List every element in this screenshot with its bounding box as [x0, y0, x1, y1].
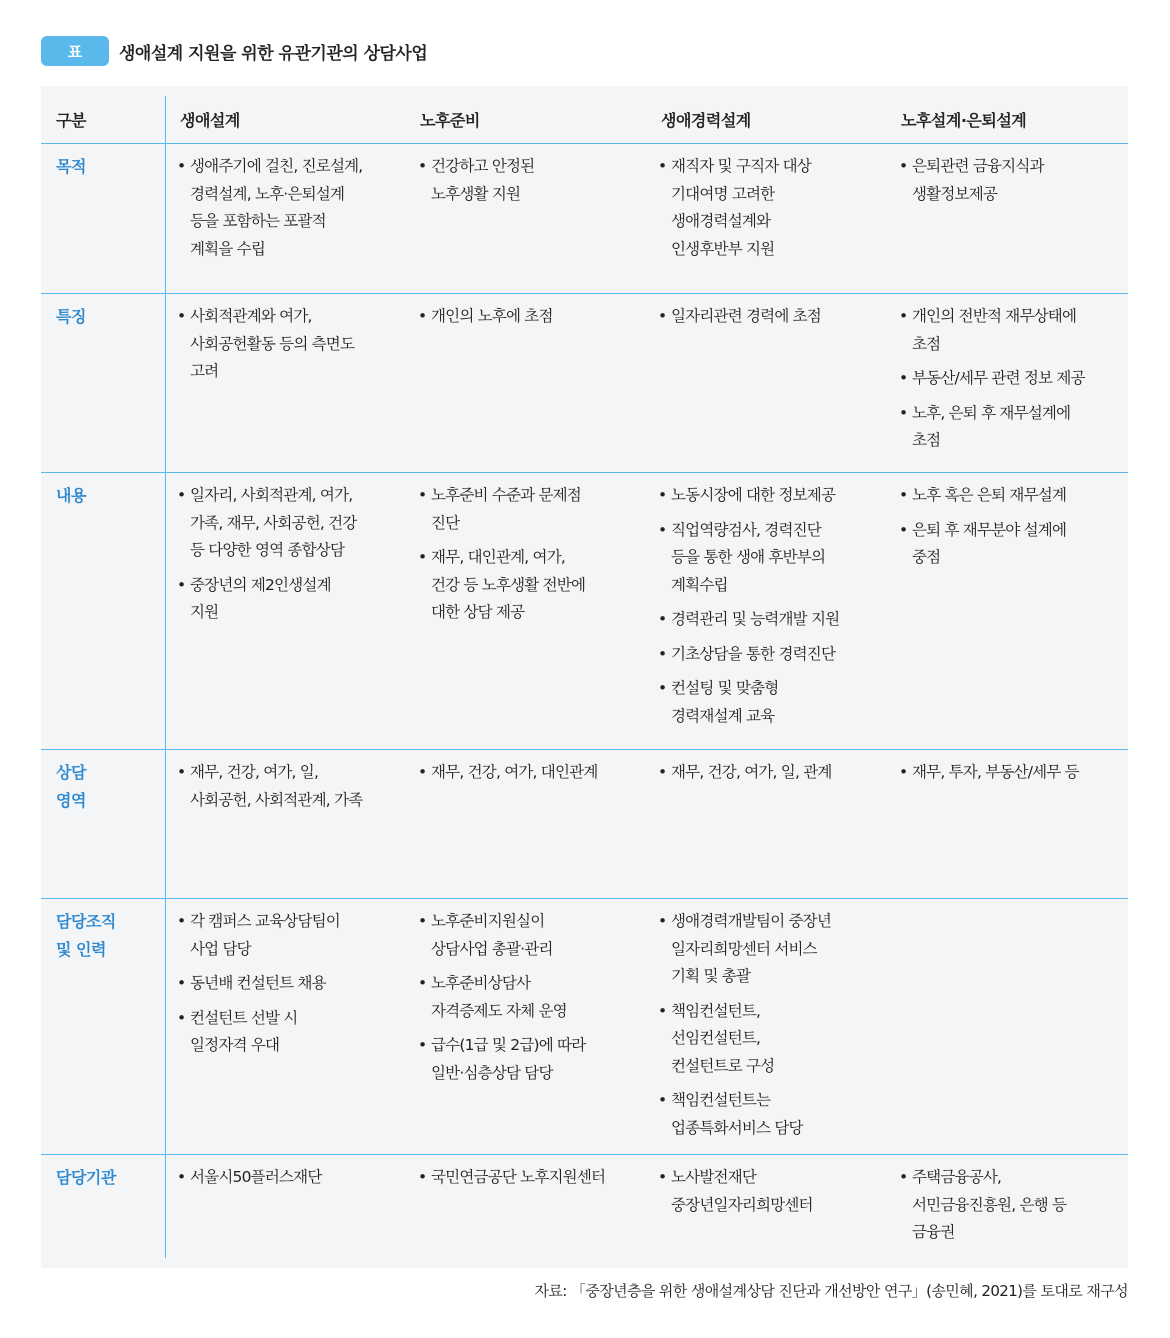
table-header-row: [41, 86, 1128, 144]
bullet-item: • 재무, 대인관계, 여가, 건강 등 노후생활 전반에 대한 상담 제공: [418, 544, 653, 627]
bullet-item: • 재무, 투자, 부동산/세무 등: [899, 759, 1124, 787]
bullet-item: • 국민연금공단 노후지원센터: [418, 1164, 653, 1192]
table-cell: [418, 759, 653, 794]
table-cell: [177, 303, 412, 393]
table-cell: [658, 303, 893, 338]
bullet-item: • 급수(1급 및 2급)에 따라 일반·심층상담 담당: [418, 1032, 653, 1087]
bullet-item: • 일자리관련 경력에 초점: [658, 303, 893, 331]
table-cell: [899, 153, 1124, 215]
table-caption: [41, 36, 427, 66]
table-row: [41, 750, 1128, 899]
bullet-item: • 재무, 건강, 여가, 대인관계: [418, 759, 653, 787]
header-cell-retirement-prep: 노후준비: [420, 111, 480, 130]
table-title: 생애설계 지원을 위한 유관기관의 상담사업: [119, 43, 428, 64]
row-label: 상담 영역: [56, 763, 86, 810]
bullet-item: • 노후준비지원실이 상담사업 총괄·관리: [418, 908, 653, 963]
bullet-item: • 서울시50플러스재단: [177, 1164, 412, 1192]
table-cell: [177, 908, 412, 1067]
table-cell: [177, 482, 412, 634]
bullet-item: • 부동산/세무 관련 정보 제공: [899, 365, 1124, 393]
table-row: [41, 294, 1128, 473]
table-row: [41, 144, 1128, 294]
bullet-item: • 동년배 컨설턴트 채용: [177, 970, 412, 998]
bullet-item: • 기초상담을 통한 경력진단: [658, 641, 893, 669]
table-cell: [899, 482, 1124, 579]
bullet-item: • 재무, 건강, 여가, 일, 사회공헌, 사회적관계, 가족: [177, 759, 412, 814]
bullet-item: • 각 캠퍼스 교육상담팀이 사업 담당: [177, 908, 412, 963]
table-cell: [658, 482, 893, 737]
row-label: 목적: [56, 157, 86, 176]
table-cell: [418, 153, 653, 215]
bullet-item: • 재직자 및 구직자 대상 기대여명 고려한 생애경력설계와 인생후반부 지원: [658, 153, 893, 263]
bullet-item: • 노후준비 수준과 문제점 진단: [418, 482, 653, 537]
table-cell: [658, 908, 893, 1149]
bullet-item: • 주택금융공사, 서민금융진흥원, 은행 등 금융권: [899, 1164, 1124, 1247]
table-cell: [418, 303, 653, 338]
source-note: 자료: 「중장년층을 위한 생애설계상담 진단과 개선방안 연구」(송민혜, 2021)를 토대로 재구성: [534, 1282, 1128, 1300]
header-cell-career-design: 생애경력설계: [661, 111, 751, 130]
bullet-item: • 노후, 은퇴 후 재무설계에 초점: [899, 400, 1124, 455]
bullet-item: • 생애주기에 걸친, 진로설계, 경력설계, 노후·은퇴설계 등을 포함하는 포괄적 계획을 수립: [177, 153, 412, 263]
bullet-item: • 직업역량검사, 경력진단 등을 통한 생애 후반부의 계획수립: [658, 517, 893, 600]
bullet-item: • 노후 혹은 은퇴 재무설계: [899, 482, 1124, 510]
table-row: [41, 1155, 1128, 1268]
bullet-item: • 노사발전재단 중장년일자리희망센터: [658, 1164, 893, 1219]
bullet-item: • 개인의 전반적 재무상태에 초점: [899, 303, 1124, 358]
table-cell: [899, 759, 1124, 794]
bullet-item: • 은퇴 후 재무분야 설계에 중점: [899, 517, 1124, 572]
bullet-item: • 노동시장에 대한 정보제공: [658, 482, 893, 510]
bullet-item: • 일자리, 사회적관계, 여가, 가족, 재무, 사회공헌, 건강 등 다양한 영역 종합상담: [177, 482, 412, 565]
table-cell: [418, 1164, 653, 1199]
table-cell: [658, 153, 893, 270]
row-label: 특징: [56, 307, 86, 326]
table-cell: [177, 1164, 412, 1199]
bullet-item: • 컨설턴트 선발 시 일정자격 우대: [177, 1005, 412, 1060]
table-cell: [658, 1164, 893, 1226]
table-cell: [418, 482, 653, 634]
row-label: 담당조직 및 인력: [56, 912, 116, 959]
header-cell-retirement-finance: 노후설계·은퇴설계: [901, 111, 1027, 130]
table-cell: [899, 1164, 1124, 1254]
bullet-item: • 노후준비상담사 자격증제도 자체 운영: [418, 970, 653, 1025]
bullet-item: • 생애경력개발팀이 중장년 일자리희망센터 서비스 기획 및 총괄: [658, 908, 893, 991]
bullet-item: • 책임컨설턴트, 선임컨설턴트, 컨설턴트로 구성: [658, 998, 893, 1081]
bullet-item: • 경력관리 및 능력개발 지원: [658, 606, 893, 634]
bullet-item: • 사회적관계와 여가, 사회공헌활동 등의 측면도 고려: [177, 303, 412, 386]
row-label: 담당기관: [56, 1168, 116, 1187]
bullet-item: • 은퇴관련 금융지식과 생활정보제공: [899, 153, 1124, 208]
table-row: [41, 899, 1128, 1155]
bullet-item: • 책임컨설턴트는 업종특화서비스 담당: [658, 1087, 893, 1142]
row-label: 내용: [56, 486, 86, 505]
table-cell: [177, 153, 412, 270]
table-cell: [658, 759, 893, 794]
bullet-item: • 컨설팅 및 맞춤형 경력재설계 교육: [658, 675, 893, 730]
header-cell-life-design: 생애설계: [180, 111, 240, 130]
bullet-item: • 개인의 노후에 초점: [418, 303, 653, 331]
bullet-item: • 재무, 건강, 여가, 일, 관계: [658, 759, 893, 787]
table-cell: [177, 759, 412, 821]
table-row: [41, 473, 1128, 750]
table-badge: 표: [41, 36, 109, 66]
table-cell: [418, 908, 653, 1094]
comparison-table: [41, 86, 1128, 1268]
header-cell-category: 구분: [56, 111, 86, 130]
bullet-item: • 중장년의 제2인생설계 지원: [177, 572, 412, 627]
bullet-item: • 건강하고 안정된 노후생활 지원: [418, 153, 653, 208]
table-cell: [899, 303, 1124, 462]
